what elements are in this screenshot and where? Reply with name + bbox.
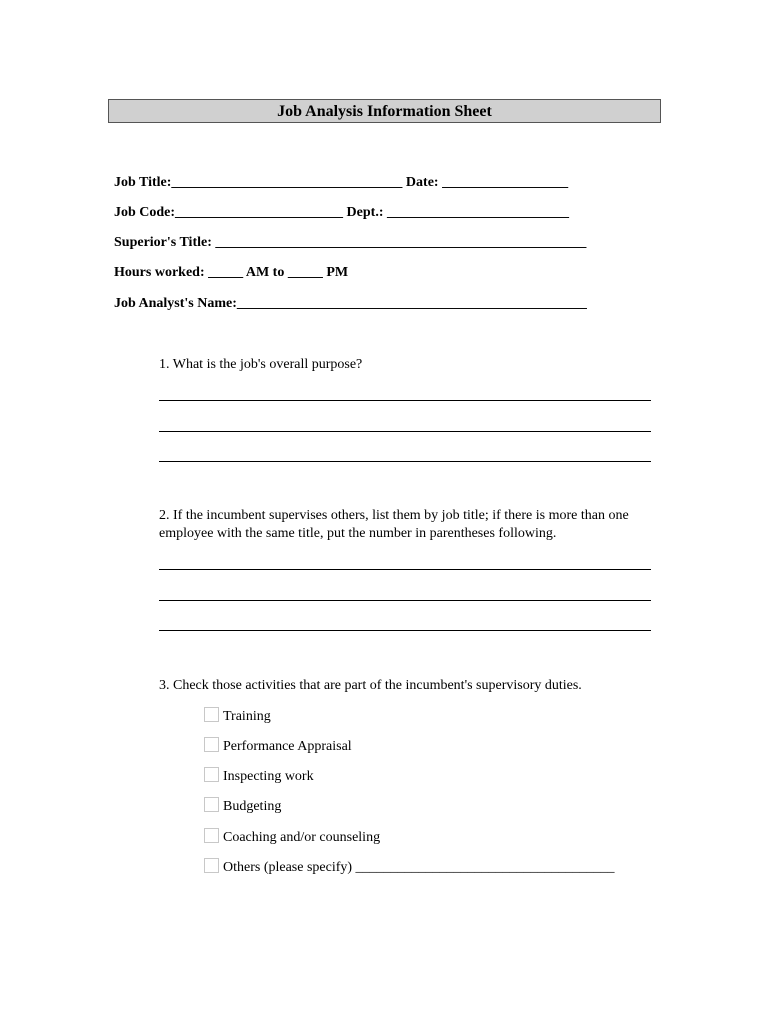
answer-line-q2-2[interactable] [159, 600, 651, 601]
question-1: 1. What is the job's overall purpose? [159, 357, 363, 372]
checkbox-coaching[interactable] [204, 828, 219, 843]
checkbox-training[interactable] [204, 707, 219, 722]
checkbox-budgeting[interactable] [204, 797, 219, 812]
activity-label: Performance Appraisal [223, 739, 352, 754]
job-code-dept-field[interactable]: Job Code:________________________ Dept.: __________________________ [114, 205, 569, 220]
answer-line-q2-3[interactable] [159, 630, 651, 631]
activity-label: Others (please specify) _____________________________________ [223, 860, 615, 875]
activity-coaching[interactable] [204, 828, 380, 847]
activity-label: Coaching and/or counseling [223, 830, 381, 845]
activity-label: Budgeting [223, 799, 282, 814]
activity-label: Training [223, 709, 271, 724]
checkbox-inspecting-work[interactable] [204, 767, 219, 782]
activity-budgeting[interactable] [204, 797, 281, 816]
checkbox-performance-appraisal[interactable] [204, 737, 219, 752]
answer-line-q2-1[interactable] [159, 569, 651, 570]
job-title-date-field[interactable]: Job Title:_________________________________ Date: __________________ [114, 175, 569, 190]
job-analyst-name-field[interactable]: Job Analyst's Name:__________________________________________________ [114, 296, 587, 311]
answer-line-q1-1[interactable] [159, 400, 651, 401]
answer-line-q1-2[interactable] [159, 431, 651, 432]
checkbox-others[interactable] [204, 858, 219, 873]
activity-label: Inspecting work [223, 769, 314, 784]
activity-others[interactable] [204, 858, 615, 877]
document-title: Job Analysis Information Sheet [108, 99, 661, 123]
answer-line-q1-3[interactable] [159, 461, 651, 462]
activity-inspecting-work[interactable] [204, 767, 314, 786]
activity-training[interactable] [204, 707, 271, 726]
question-3: 3. Check those activities that are part of the incumbent's supervisory duties. [159, 678, 582, 693]
question-2: 2. If the incumbent supervises others, list them by job title; if there is more than one employee with the same title, put the number in parentheses following. [159, 508, 629, 541]
activity-performance-appraisal[interactable] [204, 737, 352, 756]
superior-title-field[interactable]: Superior's Title: _____________________________________________________ [114, 235, 587, 250]
hours-worked-field[interactable]: Hours worked: _____ AM to _____ PM [114, 265, 349, 280]
